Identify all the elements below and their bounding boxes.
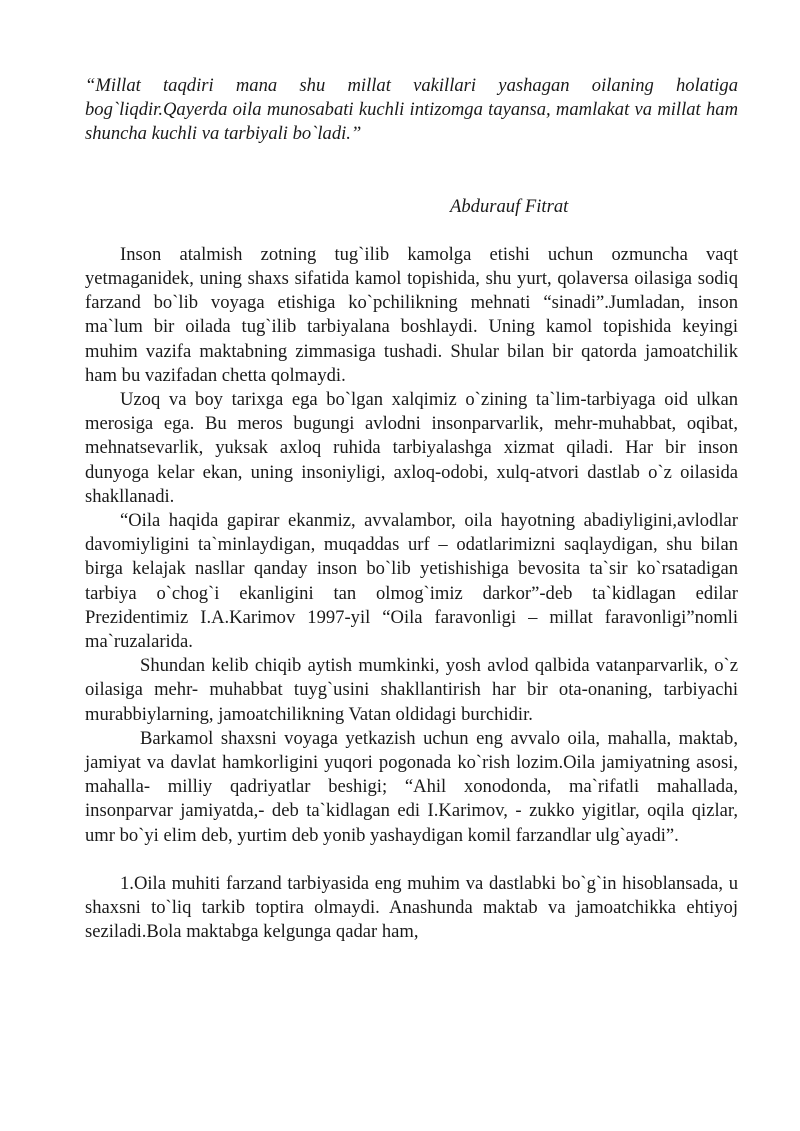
document-page xyxy=(85,74,738,945)
paragraph-4: Shundan kelib chiqib aytish mumkinki, yosh avlod qalbida vatanparvarlik, o`z oilasiga mehr- muhabbat tuyg`usini shakllantirish har bir ota-onaning, tarbiyachi murabbiylarning, jamoatchilikning Vatan oldidagi burchidir. xyxy=(85,655,738,725)
paragraph-3: “Oila haqida gapirar ekanmiz, avvalambor, oila hayotning abadiyligini,avlodlar davomiyligini ta`minlaydigan, muqaddas urf – odatlarimizni saqlaydigan, shu bilan birga kelajak nasllar qanday inson bo`lib yetishishiga bevosita ta`sir ko`rsatadigan tarbiya o`chog`i ekanligini tan olmog`imiz darkor”-deb ta`kidlagan edilar Prezidentimiz I.A.Karimov 1997-yil “Oila faravonligi – millat faravonligi”nomli ma`ruzalarida. xyxy=(85,510,738,653)
paragraph-6: 1.Oila muhiti farzand tarbiyasida eng muhim va dastlabki bo`g`in hisoblansada, u shaxsni to`liq tarkib toptira olmaydi. Anashunda maktab va jamoatchikka ehtiyoj seziladi.Bola maktabga kelgunga qadar ham, xyxy=(85,872,738,943)
paragraph-1: Inson atalmish zotning tug`ilib kamolga etishi uchun ozmuncha vaqt yetmaganidek, uning shaxs sifatida kamol topishida, shu yurt, qolaversa oilasiga sodiq farzand bo`lib voyaga etishiga ko`pchilikning mehnati “sinadi”.Jumladan, inson ma`lum bir oilada tug`ilib tarbiyalana boshlaydi. Uning kamol topishida keyingi muhim vazifa maktabning zimmasiga tushadi. Shular bilan bir qatorda jamoatchilik ham bu vazifadan chetta qolmaydi. xyxy=(85,243,738,386)
paragraph-5: Barkamol shaxsni voyaga yetkazish uchun eng avvalo oila, mahalla, maktab, jamiyat va davlat hamkorligini yuqori pogonada ko`rish lozim.Oila jamiyatning asosi, mahalla- milliy qadriyatlar beshigi; “Ahil xonodonda, ma`rifatli mahallada, insonparvar jamiyatda,- deb ta`kidlagan edi I.Karimov, - zukko yigitlar, oqila qizlar, umr bo`yi elim deb, yurtim deb yonib yashaydigan komil farzandlar ulg`ayadi”. xyxy=(85,727,738,846)
epigraph-quote: “Millat taqdiri mana shu millat vakillari yashagan oilaning holatiga bog`liqdir.Qayerda oila munosabati kuchli intizomga tayansa, mamlakat va millat ham shuncha kuchli va tarbiyali bo`ladi.” xyxy=(85,75,738,145)
paragraph-2: Uzoq va boy tarixga ega bo`lgan xalqimiz o`zining ta`lim-tarbiyaga oid ulkan merosiga ega. Bu meros bugungi avlodni insonparvarlik, mehr-muhabbat, oqibat, mehnatsevarlik, yuksak axloq ruhida tarbiyalashga xizmat qiladi. Har bir inson dunyoga kelar ekan, uning insoniyligi, axloq-odobi, xulq-atvori dastlab o`z oilasida shakllanadi. xyxy=(85,389,738,507)
epigraph-author: Abdurauf Fitrat xyxy=(450,195,569,217)
